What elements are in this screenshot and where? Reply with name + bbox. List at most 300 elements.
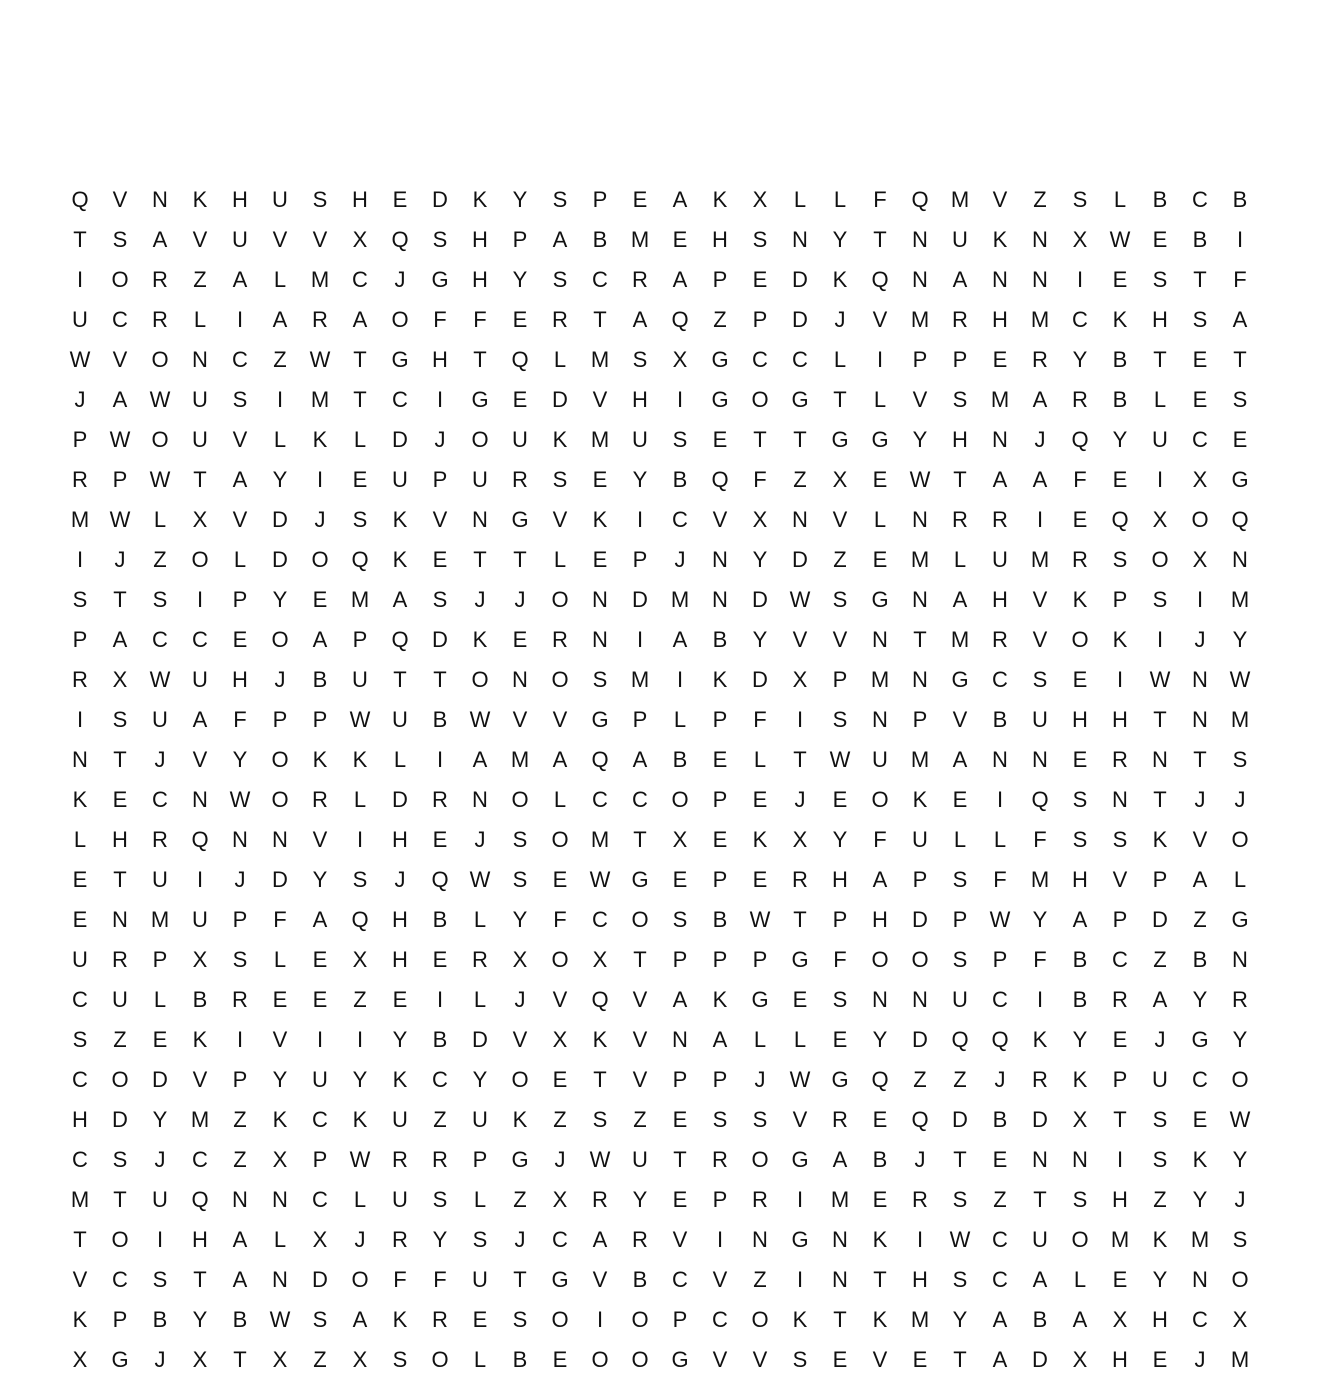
grid-letter[interactable]: S: [392, 1347, 408, 1372]
grid-letter[interactable]: B: [992, 707, 1008, 732]
grid-letter[interactable]: K: [312, 747, 328, 772]
grid-letter[interactable]: O: [111, 267, 129, 292]
grid-letter[interactable]: R: [512, 467, 528, 492]
grid-letter[interactable]: P: [832, 667, 848, 692]
grid-letter[interactable]: X: [1152, 507, 1168, 532]
grid-letter[interactable]: J: [1034, 427, 1046, 452]
grid-letter[interactable]: P: [1112, 1067, 1128, 1092]
grid-letter[interactable]: L: [353, 427, 367, 452]
grid-letter[interactable]: G: [711, 347, 729, 372]
grid-letter[interactable]: T: [873, 227, 887, 252]
grid-letter[interactable]: T: [793, 907, 807, 932]
grid-letter[interactable]: V: [632, 1067, 648, 1092]
grid-letter[interactable]: O: [1071, 1227, 1089, 1252]
grid-letter[interactable]: U: [472, 1107, 488, 1132]
grid-letter[interactable]: N: [472, 507, 488, 532]
grid-letter[interactable]: W: [149, 667, 171, 692]
grid-letter[interactable]: E: [392, 187, 408, 212]
grid-letter[interactable]: R: [632, 1227, 648, 1252]
grid-letter[interactable]: G: [751, 987, 769, 1012]
grid-letter[interactable]: H: [192, 1227, 208, 1252]
grid-letter[interactable]: F: [753, 467, 767, 492]
grid-letter[interactable]: N: [272, 827, 288, 852]
grid-letter[interactable]: B: [432, 707, 448, 732]
grid-letter[interactable]: V: [752, 1347, 768, 1372]
grid-letter[interactable]: T: [593, 1067, 607, 1092]
grid-letter[interactable]: S: [1112, 827, 1128, 852]
grid-letter[interactable]: L: [193, 307, 207, 332]
grid-letter[interactable]: U: [192, 667, 208, 692]
grid-letter[interactable]: K: [72, 1307, 88, 1332]
grid-letter[interactable]: E: [872, 547, 888, 572]
grid-letter[interactable]: R: [232, 987, 248, 1012]
grid-letter[interactable]: D: [912, 907, 928, 932]
grid-letter[interactable]: L: [353, 787, 367, 812]
grid-letter[interactable]: M: [590, 347, 610, 372]
grid-letter[interactable]: K: [512, 1107, 528, 1132]
grid-letter[interactable]: O: [631, 1347, 649, 1372]
grid-letter[interactable]: E: [1072, 667, 1088, 692]
grid-letter[interactable]: E: [672, 227, 688, 252]
grid-letter[interactable]: D: [432, 627, 448, 652]
grid-letter[interactable]: J: [474, 587, 486, 612]
grid-letter[interactable]: N: [272, 1187, 288, 1212]
grid-letter[interactable]: R: [992, 627, 1008, 652]
grid-letter[interactable]: V: [712, 507, 728, 532]
grid-letter[interactable]: U: [1152, 1067, 1168, 1092]
grid-letter[interactable]: K: [752, 827, 768, 852]
grid-letter[interactable]: Q: [191, 1187, 209, 1212]
grid-letter[interactable]: V: [272, 227, 288, 252]
grid-letter[interactable]: R: [432, 1307, 448, 1332]
grid-letter[interactable]: E: [512, 307, 528, 332]
grid-letter[interactable]: S: [1232, 1227, 1248, 1252]
grid-letter[interactable]: J: [74, 387, 86, 412]
grid-letter[interactable]: V: [992, 187, 1008, 212]
grid-letter[interactable]: K: [792, 1307, 808, 1332]
grid-letter[interactable]: P: [712, 1187, 728, 1212]
grid-letter[interactable]: V: [872, 1347, 888, 1372]
grid-letter[interactable]: H: [392, 827, 408, 852]
grid-letter[interactable]: W: [949, 1227, 971, 1252]
grid-letter[interactable]: J: [394, 267, 406, 292]
grid-letter[interactable]: E: [1192, 1107, 1208, 1132]
grid-letter[interactable]: P: [432, 467, 448, 492]
grid-letter[interactable]: U: [632, 427, 648, 452]
grid-letter[interactable]: E: [1112, 1027, 1128, 1052]
grid-letter[interactable]: A: [1032, 467, 1048, 492]
grid-letter[interactable]: H: [872, 907, 888, 932]
grid-letter[interactable]: F: [473, 307, 487, 332]
grid-letter[interactable]: Q: [591, 747, 609, 772]
grid-letter[interactable]: N: [1152, 747, 1168, 772]
grid-letter[interactable]: T: [793, 747, 807, 772]
grid-letter[interactable]: N: [992, 267, 1008, 292]
grid-letter[interactable]: V: [312, 827, 328, 852]
grid-letter[interactable]: X: [1192, 467, 1208, 492]
grid-letter[interactable]: Q: [1071, 427, 1089, 452]
grid-letter[interactable]: L: [753, 1027, 767, 1052]
grid-letter[interactable]: R: [312, 787, 328, 812]
grid-letter[interactable]: O: [1231, 1067, 1249, 1092]
grid-letter[interactable]: P: [912, 707, 928, 732]
grid-letter[interactable]: O: [1231, 1267, 1249, 1292]
grid-letter[interactable]: D: [1032, 1347, 1048, 1372]
grid-letter[interactable]: O: [1151, 547, 1169, 572]
grid-letter[interactable]: A: [1192, 867, 1208, 892]
grid-letter[interactable]: T: [433, 667, 447, 692]
grid-letter[interactable]: E: [512, 627, 528, 652]
grid-letter[interactable]: G: [1231, 467, 1249, 492]
grid-letter[interactable]: O: [671, 787, 689, 812]
grid-letter[interactable]: J: [834, 307, 846, 332]
grid-letter[interactable]: B: [1232, 187, 1248, 212]
grid-letter[interactable]: C: [232, 347, 248, 372]
grid-letter[interactable]: W: [469, 707, 491, 732]
grid-letter[interactable]: A: [1072, 907, 1088, 932]
grid-letter[interactable]: D: [272, 507, 288, 532]
grid-letter[interactable]: T: [1153, 707, 1167, 732]
grid-letter[interactable]: H: [1072, 867, 1088, 892]
grid-letter[interactable]: Z: [113, 1027, 127, 1052]
grid-letter[interactable]: Y: [1232, 627, 1248, 652]
grid-letter[interactable]: E: [832, 787, 848, 812]
grid-letter[interactable]: P: [152, 947, 168, 972]
grid-letter[interactable]: V: [112, 347, 128, 372]
grid-letter[interactable]: J: [354, 1227, 366, 1252]
grid-letter[interactable]: P: [712, 867, 728, 892]
grid-letter[interactable]: S: [1072, 187, 1088, 212]
grid-letter[interactable]: G: [631, 867, 649, 892]
grid-letter[interactable]: S: [72, 587, 88, 612]
grid-letter[interactable]: C: [712, 1307, 728, 1332]
grid-letter[interactable]: U: [72, 947, 88, 972]
grid-letter[interactable]: S: [952, 1267, 968, 1292]
grid-letter[interactable]: U: [152, 707, 168, 732]
grid-letter[interactable]: R: [312, 307, 328, 332]
grid-letter[interactable]: K: [592, 507, 608, 532]
grid-letter[interactable]: P: [672, 947, 688, 972]
grid-letter[interactable]: S: [312, 187, 328, 212]
grid-letter[interactable]: K: [872, 1227, 888, 1252]
grid-letter[interactable]: O: [751, 1307, 769, 1332]
grid-letter[interactable]: H: [1152, 307, 1168, 332]
grid-letter[interactable]: E: [832, 1027, 848, 1052]
grid-letter[interactable]: B: [232, 1307, 248, 1332]
grid-letter[interactable]: Z: [153, 547, 167, 572]
grid-letter[interactable]: B: [1192, 947, 1208, 972]
grid-letter[interactable]: O: [431, 1347, 449, 1372]
grid-letter[interactable]: N: [592, 627, 608, 652]
grid-letter[interactable]: N: [672, 1027, 688, 1052]
grid-letter[interactable]: N: [752, 1227, 768, 1252]
grid-letter[interactable]: P: [632, 547, 648, 572]
grid-letter[interactable]: E: [1072, 507, 1088, 532]
grid-letter[interactable]: M: [910, 307, 930, 332]
grid-letter[interactable]: J: [794, 787, 806, 812]
grid-letter[interactable]: X: [1072, 227, 1088, 252]
grid-letter[interactable]: P: [112, 1307, 128, 1332]
grid-letter[interactable]: L: [673, 707, 687, 732]
grid-letter[interactable]: N: [112, 907, 128, 932]
grid-letter[interactable]: V: [592, 1267, 608, 1292]
grid-letter[interactable]: D: [392, 787, 408, 812]
grid-letter[interactable]: I: [436, 987, 444, 1012]
grid-letter[interactable]: E: [672, 867, 688, 892]
grid-letter[interactable]: A: [952, 747, 968, 772]
grid-letter[interactable]: C: [72, 1067, 88, 1092]
grid-letter[interactable]: J: [514, 1227, 526, 1252]
grid-letter[interactable]: B: [432, 907, 448, 932]
grid-letter[interactable]: N: [1032, 1147, 1048, 1172]
grid-letter[interactable]: M: [670, 587, 690, 612]
grid-letter[interactable]: Z: [753, 1267, 767, 1292]
grid-letter[interactable]: N: [472, 787, 488, 812]
grid-letter[interactable]: I: [1116, 1147, 1124, 1172]
grid-letter[interactable]: H: [472, 267, 488, 292]
grid-letter[interactable]: C: [552, 1227, 568, 1252]
grid-letter[interactable]: Q: [911, 1107, 929, 1132]
grid-letter[interactable]: V: [912, 387, 928, 412]
grid-letter[interactable]: I: [676, 667, 684, 692]
grid-letter[interactable]: K: [352, 747, 368, 772]
grid-letter[interactable]: T: [353, 387, 367, 412]
grid-letter[interactable]: P: [352, 627, 368, 652]
grid-letter[interactable]: F: [1233, 267, 1247, 292]
grid-letter[interactable]: W: [69, 347, 91, 372]
grid-letter[interactable]: P: [712, 1067, 728, 1092]
grid-letter[interactable]: I: [76, 707, 84, 732]
grid-letter[interactable]: U: [192, 387, 208, 412]
grid-letter[interactable]: M: [910, 747, 930, 772]
grid-letter[interactable]: X: [272, 1147, 288, 1172]
grid-letter[interactable]: E: [872, 467, 888, 492]
grid-letter[interactable]: H: [952, 427, 968, 452]
grid-letter[interactable]: P: [512, 227, 528, 252]
grid-letter[interactable]: D: [1152, 907, 1168, 932]
grid-letter[interactable]: O: [351, 1267, 369, 1292]
grid-letter[interactable]: C: [112, 1267, 128, 1292]
grid-letter[interactable]: A: [672, 187, 688, 212]
grid-letter[interactable]: P: [72, 427, 88, 452]
grid-letter[interactable]: V: [272, 1027, 288, 1052]
grid-letter[interactable]: A: [352, 1307, 368, 1332]
grid-letter[interactable]: R: [152, 307, 168, 332]
grid-letter[interactable]: T: [913, 627, 927, 652]
grid-letter[interactable]: I: [1036, 507, 1044, 532]
grid-letter[interactable]: N: [1032, 227, 1048, 252]
grid-letter[interactable]: X: [192, 507, 208, 532]
grid-letter[interactable]: E: [392, 987, 408, 1012]
grid-letter[interactable]: V: [832, 507, 848, 532]
grid-letter[interactable]: T: [873, 1267, 887, 1292]
grid-letter[interactable]: E: [912, 1347, 928, 1372]
grid-letter[interactable]: G: [871, 427, 889, 452]
grid-letter[interactable]: E: [712, 427, 728, 452]
grid-letter[interactable]: T: [1033, 1187, 1047, 1212]
grid-letter[interactable]: E: [552, 867, 568, 892]
grid-letter[interactable]: M: [1190, 1227, 1210, 1252]
grid-letter[interactable]: S: [952, 387, 968, 412]
grid-letter[interactable]: Z: [1153, 1187, 1167, 1212]
grid-letter[interactable]: B: [712, 627, 728, 652]
grid-letter[interactable]: O: [751, 387, 769, 412]
grid-letter[interactable]: E: [752, 267, 768, 292]
grid-letter[interactable]: P: [312, 1147, 328, 1172]
grid-letter[interactable]: M: [1030, 547, 1050, 572]
grid-letter[interactable]: E: [992, 347, 1008, 372]
grid-letter[interactable]: Z: [633, 1107, 647, 1132]
grid-letter[interactable]: F: [273, 907, 287, 932]
grid-letter[interactable]: M: [630, 227, 650, 252]
grid-letter[interactable]: O: [471, 427, 489, 452]
grid-letter[interactable]: W: [829, 747, 851, 772]
grid-letter[interactable]: R: [392, 1227, 408, 1252]
grid-letter[interactable]: R: [152, 827, 168, 852]
grid-letter[interactable]: R: [1072, 547, 1088, 572]
grid-letter[interactable]: R: [552, 307, 568, 332]
grid-letter[interactable]: K: [1072, 1067, 1088, 1092]
grid-letter[interactable]: V: [952, 707, 968, 732]
grid-letter[interactable]: X: [752, 187, 768, 212]
grid-letter[interactable]: V: [1112, 867, 1128, 892]
grid-letter[interactable]: M: [830, 1187, 850, 1212]
grid-letter[interactable]: C: [152, 787, 168, 812]
grid-letter[interactable]: A: [872, 867, 888, 892]
grid-letter[interactable]: S: [632, 347, 648, 372]
grid-letter[interactable]: E: [632, 187, 648, 212]
grid-letter[interactable]: O: [271, 787, 289, 812]
grid-letter[interactable]: A: [312, 907, 328, 932]
grid-letter[interactable]: A: [592, 1227, 608, 1252]
grid-letter[interactable]: O: [551, 1307, 569, 1332]
grid-letter[interactable]: K: [872, 1307, 888, 1332]
grid-letter[interactable]: Q: [871, 267, 889, 292]
grid-letter[interactable]: I: [636, 507, 644, 532]
grid-letter[interactable]: E: [312, 587, 328, 612]
grid-letter[interactable]: U: [872, 747, 888, 772]
grid-letter[interactable]: I: [316, 1027, 324, 1052]
grid-letter[interactable]: M: [910, 547, 930, 572]
grid-letter[interactable]: A: [1232, 307, 1248, 332]
grid-letter[interactable]: A: [152, 227, 168, 252]
grid-letter[interactable]: E: [1192, 347, 1208, 372]
grid-letter[interactable]: T: [633, 947, 647, 972]
grid-letter[interactable]: N: [992, 427, 1008, 452]
grid-letter[interactable]: X: [1072, 1347, 1088, 1372]
grid-letter[interactable]: L: [273, 1227, 287, 1252]
grid-letter[interactable]: T: [113, 867, 127, 892]
grid-letter[interactable]: B: [512, 1347, 528, 1372]
grid-letter[interactable]: H: [392, 907, 408, 932]
grid-letter[interactable]: X: [312, 1227, 328, 1252]
grid-letter[interactable]: N: [912, 987, 928, 1012]
grid-letter[interactable]: Z: [233, 1107, 247, 1132]
grid-letter[interactable]: T: [473, 547, 487, 572]
grid-letter[interactable]: S: [1112, 547, 1128, 572]
grid-letter[interactable]: K: [712, 667, 728, 692]
grid-letter[interactable]: U: [272, 187, 288, 212]
grid-letter[interactable]: Q: [1111, 507, 1129, 532]
grid-letter[interactable]: P: [752, 307, 768, 332]
grid-letter[interactable]: Y: [912, 427, 928, 452]
grid-letter[interactable]: W: [589, 1147, 611, 1172]
grid-letter[interactable]: M: [70, 1187, 90, 1212]
grid-letter[interactable]: L: [553, 787, 567, 812]
grid-letter[interactable]: K: [312, 427, 328, 452]
grid-letter[interactable]: S: [832, 707, 848, 732]
grid-letter[interactable]: K: [992, 227, 1008, 252]
grid-letter[interactable]: G: [551, 1267, 569, 1292]
grid-letter[interactable]: E: [552, 1347, 568, 1372]
grid-letter[interactable]: J: [394, 867, 406, 892]
grid-letter[interactable]: M: [70, 507, 90, 532]
grid-letter[interactable]: S: [1152, 587, 1168, 612]
grid-letter[interactable]: Q: [591, 987, 609, 1012]
grid-letter[interactable]: A: [232, 467, 248, 492]
grid-letter[interactable]: I: [356, 1027, 364, 1052]
grid-letter[interactable]: S: [112, 707, 128, 732]
grid-letter[interactable]: T: [953, 1347, 967, 1372]
grid-letter[interactable]: P: [672, 1307, 688, 1332]
grid-letter[interactable]: X: [352, 227, 368, 252]
grid-letter[interactable]: U: [152, 867, 168, 892]
grid-letter[interactable]: P: [712, 787, 728, 812]
grid-letter[interactable]: C: [992, 667, 1008, 692]
grid-letter[interactable]: T: [673, 1147, 687, 1172]
grid-letter[interactable]: S: [1232, 387, 1248, 412]
grid-letter[interactable]: C: [1192, 427, 1208, 452]
grid-letter[interactable]: N: [712, 547, 728, 572]
grid-letter[interactable]: K: [472, 627, 488, 652]
grid-letter[interactable]: W: [1229, 1107, 1251, 1132]
grid-letter[interactable]: N: [272, 1267, 288, 1292]
grid-letter[interactable]: Y: [1192, 987, 1208, 1012]
grid-letter[interactable]: C: [672, 1267, 688, 1292]
grid-letter[interactable]: Y: [952, 1307, 968, 1332]
grid-letter[interactable]: E: [312, 987, 328, 1012]
grid-letter[interactable]: D: [632, 587, 648, 612]
grid-letter[interactable]: V: [792, 627, 808, 652]
grid-letter[interactable]: N: [832, 1227, 848, 1252]
grid-letter[interactable]: M: [510, 747, 530, 772]
grid-letter[interactable]: X: [72, 1347, 88, 1372]
grid-letter[interactable]: G: [711, 387, 729, 412]
grid-letter[interactable]: P: [272, 707, 288, 732]
grid-letter[interactable]: E: [352, 467, 368, 492]
grid-letter[interactable]: S: [1072, 1187, 1088, 1212]
grid-letter[interactable]: H: [72, 1107, 88, 1132]
grid-letter[interactable]: H: [912, 1267, 928, 1292]
grid-letter[interactable]: L: [153, 507, 167, 532]
grid-letter[interactable]: W: [749, 907, 771, 932]
grid-letter[interactable]: O: [151, 347, 169, 372]
grid-letter[interactable]: Q: [511, 347, 529, 372]
grid-letter[interactable]: S: [672, 907, 688, 932]
grid-letter[interactable]: A: [632, 747, 648, 772]
grid-letter[interactable]: N: [592, 587, 608, 612]
grid-letter[interactable]: X: [512, 947, 528, 972]
grid-letter[interactable]: K: [1072, 587, 1088, 612]
grid-letter[interactable]: Q: [711, 467, 729, 492]
grid-letter[interactable]: V: [232, 507, 248, 532]
grid-letter[interactable]: Q: [191, 827, 209, 852]
grid-letter[interactable]: O: [591, 1347, 609, 1372]
grid-letter[interactable]: F: [433, 1267, 447, 1292]
grid-letter[interactable]: U: [992, 547, 1008, 572]
grid-letter[interactable]: U: [352, 667, 368, 692]
grid-letter[interactable]: N: [912, 267, 928, 292]
